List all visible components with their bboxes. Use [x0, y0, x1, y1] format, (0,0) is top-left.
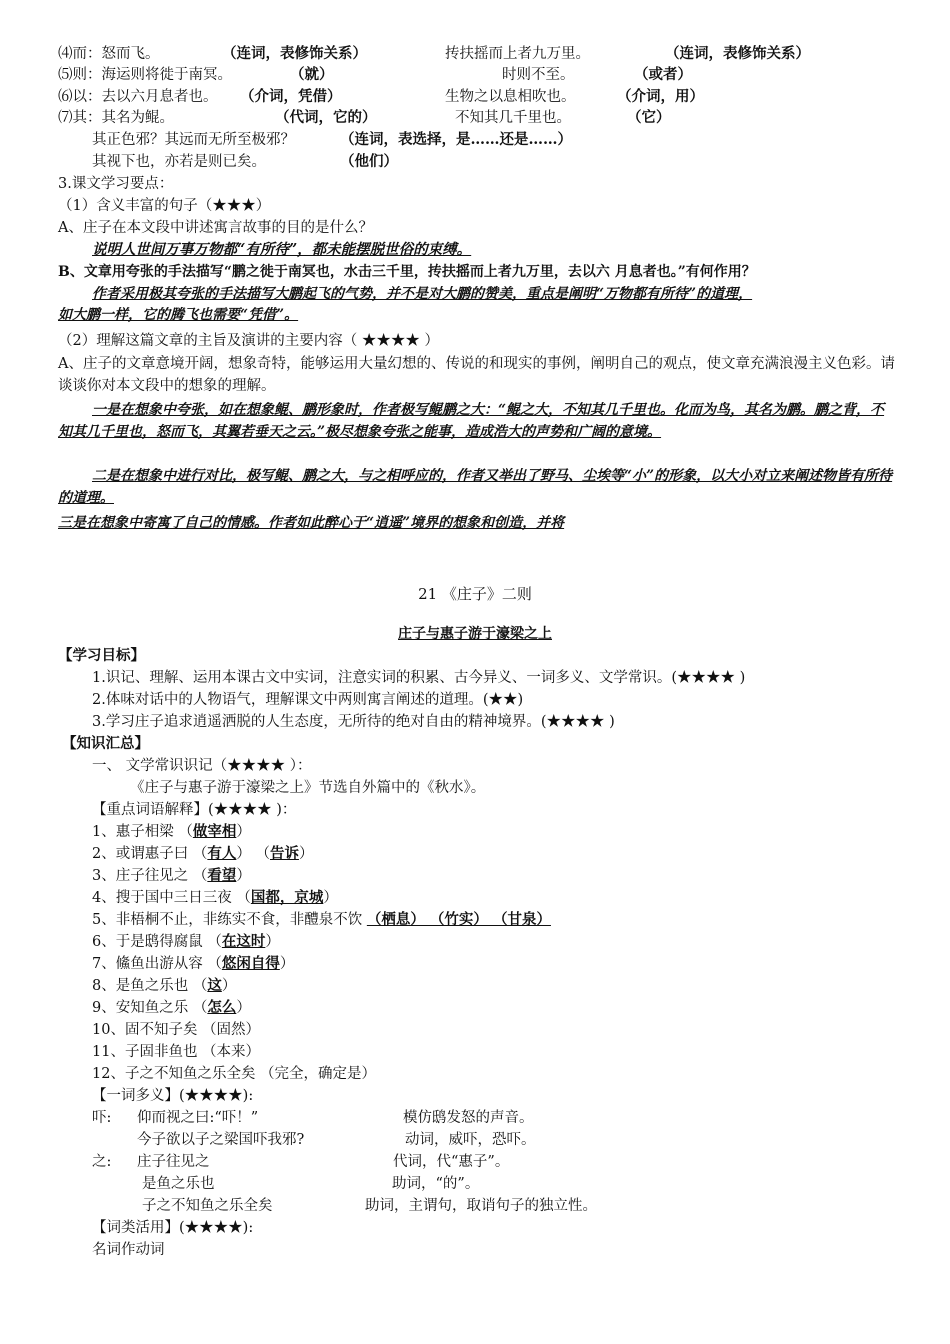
entry-qi-3-note: （连词，表选择，是……还是……）	[340, 131, 572, 148]
entry-er-1-note: （连词，表修饰关系）	[222, 45, 367, 62]
entry-yi-2: 生物之以息相吹也。	[445, 89, 576, 105]
polysemy-example: 今子欲以子之梁国吓我邪?	[137, 1132, 305, 1148]
polysemy-char-he: 吓:	[92, 1110, 112, 1126]
polysemy-meaning: 动词，威吓，恐吓。	[405, 1132, 536, 1148]
section-heading: 3.课文学习要点：	[58, 176, 174, 192]
word-item: 11、子固非鱼也 （本来）	[92, 1044, 261, 1060]
word-item: 7、鯈鱼出游从容 （悠闲自得）	[92, 955, 295, 972]
point-2-heading: （2）理解这篇文章的主旨及演讲的主要内容（ ★★★★ ）	[58, 333, 439, 349]
answer-imagination-3: 三是在想象中寄寓了自己的情感。作者如此醉心于“逍遥”境界的想象和创造，并将	[58, 515, 565, 531]
knowledge-heading: 【知识汇总】	[62, 735, 149, 752]
entry-er-2-note: （连词，表修饰关系）	[665, 45, 810, 62]
goals-heading: 【学习目标】	[58, 647, 145, 664]
answer-imagination-2: 二是在想象中进行对比，极写鲲、鹏之大，与之相呼应的，作者又举出了野马、尘埃等“小”的形象，以大小对立来阐述物皆有所待的道理。	[58, 468, 893, 506]
polysemy-meaning: 代词，代“惠子”。	[393, 1154, 510, 1170]
entry-ze-1: ⑸则：海运则将徙于南冥。	[58, 67, 232, 83]
word-item: 8、是鱼之乐也 （这）	[92, 977, 237, 994]
entry-qi-1-note: （代词，它的）	[275, 109, 377, 126]
word-item: 6、于是鸱得腐鼠 （在这时）	[92, 933, 280, 950]
word-item: 3、庄子往见之 （看望）	[92, 867, 251, 884]
goal-2: 2.体味对话中的人物语气，理解课文中两则寓言阐述的道理。(★★)	[92, 692, 524, 708]
entry-qi-2-note: （它）	[627, 109, 671, 126]
entry-er-2: 抟扶摇而上者九万里。	[445, 46, 590, 62]
word-item: 1、惠子相梁 （做宰相）	[92, 823, 251, 840]
word-item: 2、或谓惠子曰 （有人） （告诉）	[92, 845, 314, 862]
word-class-heading: 【词类活用】(★★★★):	[92, 1220, 254, 1236]
word-class-item: 名词作动词	[92, 1242, 165, 1258]
word-item: 9、安知鱼之乐 （怎么）	[92, 999, 251, 1016]
word-item: 12、子之不知鱼之乐全矣 （完全，确定是）	[92, 1066, 377, 1082]
entry-qi-1: ⑺其：其名为鲲。	[58, 110, 174, 126]
question-b: B、文章用夸张的手法描写“鹏之徙于南冥也，水击三千里，抟扶摇而上者九万里，去以六 月息者也。”有何作用？	[58, 264, 756, 280]
polysemy-char-zhi: 之:	[92, 1154, 112, 1170]
goal-1: 1.识记、理解、运用本课古文中实词，注意实词的积累、古今异义、一词多义、文学常识。(★★★★ )	[92, 670, 746, 686]
entry-qi-3: 其正色邪？其远而无所至极邪？	[92, 132, 295, 148]
entry-ze-1-note: （就）	[290, 66, 334, 83]
word-item: 5、非梧桐不止，非练实不食，非醴泉不饮 （栖息） （竹实） （甘泉）	[92, 911, 551, 928]
polysemy-example: 庄子往见之	[137, 1154, 210, 1170]
lesson-subtitle: 庄子与惠子游于濠梁之上	[398, 626, 552, 642]
answer-b-line1: 作者采用极其夸张的手法描写大鹏起飞的气势，并不是对大鹏的赞美，重点是阐明“万物都有所待”的道理，	[92, 286, 753, 302]
entry-er-1: ⑷而：怒而飞。	[58, 46, 160, 62]
answer-imagination-1: 一是在想象中夸张，如在想象鲲、鹏形象时，作者极写鲲鹏之大：“鲲之大，不知其几千里也。化而为鸟，其名为鹏。鹏之背，不知其几千里也，怒而飞，其翼若垂天之云。”极尽想象夸张之能事，造成浩大的声势和广阔的意境。	[58, 402, 885, 440]
answer-a: 说明人世间万事万物都“有所待”，都未能摆脱世俗的束缚。	[92, 241, 472, 258]
polysemy-example: 是鱼之乐也	[142, 1176, 215, 1192]
entry-qi-4: 其视下也，亦若是则已矣。	[92, 154, 266, 170]
word-item: 4、搜于国中三日三夜 （国都，京城）	[92, 889, 338, 906]
word-item: 10、固不知子矣 （固然）	[92, 1022, 261, 1038]
literary-knowledge-heading: 一、 文学常识识记（★★★★ ）：	[92, 758, 312, 774]
goal-3: 3.学习庄子追求逍遥洒脱的人生态度，无所待的绝对自由的精神境界。(★★★★ )	[92, 714, 615, 730]
entry-yi-1: ⑹以：去以六月息者也。	[58, 89, 218, 105]
polysemy-meaning: 助词，主谓句，取诮句子的独立性。	[365, 1198, 597, 1214]
entry-qi-4-note: （他们）	[340, 153, 398, 170]
key-words-heading: 【重点词语解释】(★★★★ )：	[92, 802, 297, 818]
polysemy-heading: 【一词多义】(★★★★):	[92, 1088, 254, 1104]
question-a: A、庄子在本文段中讲述寓言故事的目的是什么？	[58, 220, 373, 236]
point-1-heading: （1）含义丰富的句子（★★★）	[58, 198, 271, 214]
entry-ze-2: 时则不至。	[502, 67, 575, 83]
question-a2: A、庄子的文章意境开阔，想象奇特，能够运用大量幻想的、传说的和现实的事例，阐明自己的观点，使文章充满浪漫主义色彩。请谈谈你对本文段中的想象的理解。	[58, 356, 895, 394]
entry-yi-1-note: （介词，凭借）	[240, 88, 342, 105]
polysemy-meaning: 助词，“的”。	[392, 1176, 480, 1192]
polysemy-meaning: 模仿鸱发怒的声音。	[403, 1110, 534, 1126]
polysemy-example: 仰而视之曰:“吓！”	[137, 1110, 259, 1126]
entry-qi-2: 不知其几千里也。	[455, 110, 571, 126]
polysemy-example: 子之不知鱼之乐全矣	[142, 1198, 273, 1214]
answer-b-line2: 如大鹏一样，它的腾飞也需要“凭借”。	[58, 307, 299, 323]
literary-knowledge-text: 《庄子与惠子游于濠梁之上》节选自外篇中的《秋水》。	[130, 780, 486, 796]
lesson-title: 21 《庄子》二则	[418, 585, 532, 603]
entry-yi-2-note: （介词，用）	[617, 88, 704, 105]
entry-ze-2-note: （或者）	[634, 66, 692, 83]
